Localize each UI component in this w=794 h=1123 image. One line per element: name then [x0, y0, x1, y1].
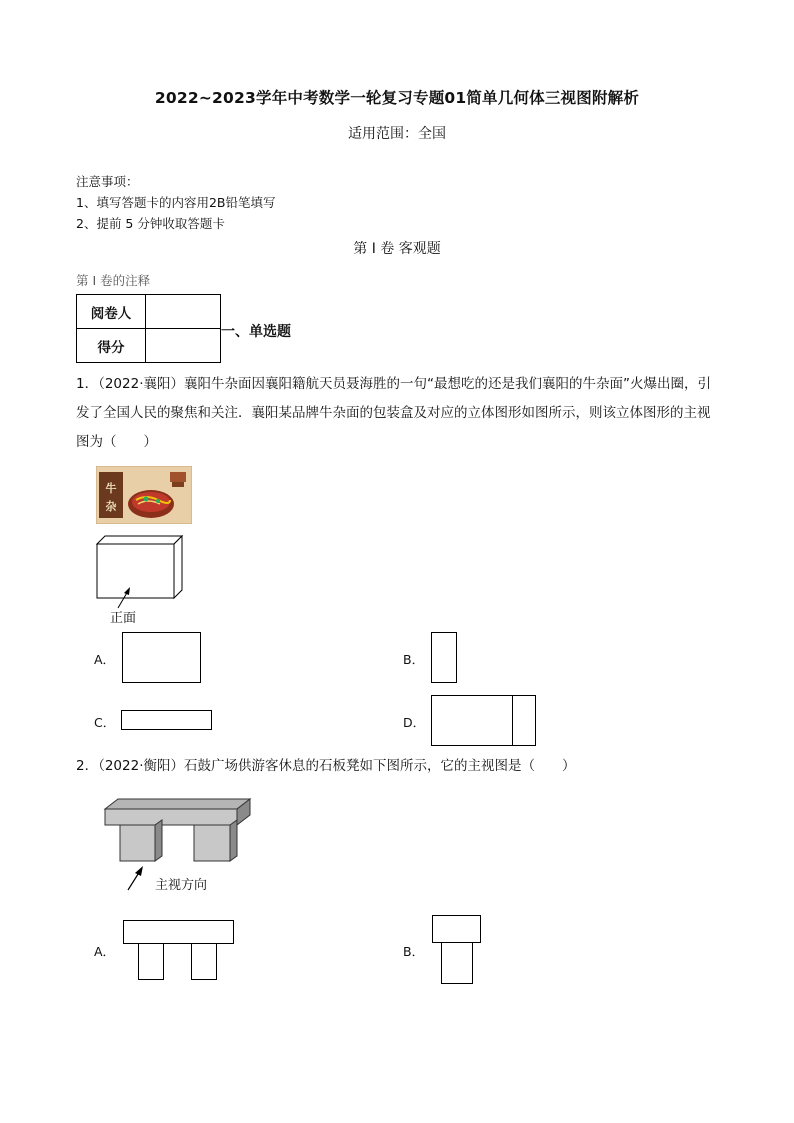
- q2-option-a-top: [123, 920, 234, 944]
- q1-option-a-figure[interactable]: [122, 632, 201, 683]
- score-table: [76, 294, 221, 363]
- section-title: 一、单选题: [221, 324, 291, 340]
- reviewer-cell[interactable]: [146, 295, 221, 329]
- q2-option-a-leg-right: [191, 943, 217, 980]
- q1-option-d-divider: [512, 696, 513, 745]
- svg-text:牛: 牛: [105, 482, 117, 495]
- q1-option-d-label[interactable]: D．: [403, 715, 426, 730]
- question-2-text: 2．（2022·衡阳）石鼓广场供游客休息的石板凳如下图所示，它的主视图是（ ）: [76, 758, 576, 774]
- svg-text:杂: 杂: [105, 500, 117, 513]
- notice-heading: 注意事项：: [76, 174, 139, 189]
- q1-option-d-figure[interactable]: [431, 695, 536, 746]
- part-note: 第 I 卷的注释: [76, 273, 151, 288]
- q2-option-a-figure[interactable]: [123, 920, 234, 980]
- reviewer-label: 阅卷人: [77, 295, 146, 329]
- q1-option-b-figure[interactable]: [431, 632, 457, 683]
- noodle-package-image: [96, 466, 192, 524]
- cuboid-figure: [92, 535, 192, 610]
- view-direction-label: 主视方向: [155, 878, 208, 893]
- question-1-text: 1．（2022·襄阳）襄阳牛杂面因襄阳籍航天员聂海胜的一句“最想吃的还是我们襄阳的牛杂面”火爆出圈，引发了全国人民的聚焦和关注．襄阳某品牌牛杂面的包装盒及对应的立体图形如图所示，则该立体图形的主视图为（ ）: [76, 376, 711, 450]
- part-title: 第 I 卷 客观题: [353, 241, 441, 257]
- q2-option-b-label[interactable]: B．: [403, 944, 425, 959]
- score-label: 得分: [77, 329, 146, 363]
- q1-option-c-figure[interactable]: [121, 710, 212, 730]
- notice-item-1: 1、填写答题卡的内容用2B铅笔填写: [76, 195, 276, 210]
- scope-text: 适用范围：全国: [348, 126, 446, 142]
- q2-option-a-leg-left: [138, 943, 164, 980]
- q1-option-b-label[interactable]: B．: [403, 652, 425, 667]
- q2-option-b-figure[interactable]: [432, 915, 481, 984]
- q1-option-c-label[interactable]: C．: [94, 715, 116, 730]
- score-cell[interactable]: [146, 329, 221, 363]
- q2-option-b-leg: [441, 942, 473, 984]
- notice-item-2: 2、提前 5 分钟收取答题卡: [76, 216, 225, 231]
- q1-option-a-label[interactable]: A．: [94, 652, 116, 667]
- front-face-label: 正面: [110, 611, 137, 626]
- document-title: 2022~2023学年中考数学一轮复习专题01简单几何体三视图附解析: [154, 89, 640, 107]
- q2-option-a-label[interactable]: A．: [94, 944, 116, 959]
- q2-option-b-top: [432, 915, 481, 943]
